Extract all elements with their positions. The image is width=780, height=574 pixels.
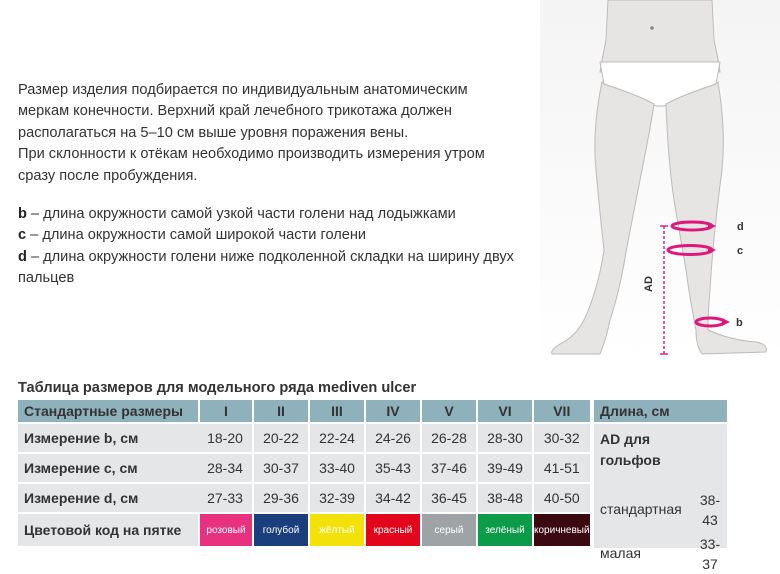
legend-text: – длина окружности голени ниже подколенной складки на ширину двух	[26, 248, 514, 265]
table-cell: 29-36	[252, 484, 308, 512]
intro-line: При склонности к отёкам необходимо производить измерения утром	[18, 146, 485, 163]
intro-line: Размер изделия подбирается по индивидуальным анатомическим	[18, 82, 468, 98]
intro-line: располагаться на 5–10 см выше уровня поражения вены.	[18, 124, 409, 141]
color-code-row	[18, 514, 590, 546]
length-panel	[594, 398, 727, 572]
color-swatch: коричневый	[532, 514, 590, 546]
label-b: b	[736, 317, 743, 329]
navel-mark	[650, 26, 654, 30]
leg-measurement-figure	[540, 0, 780, 362]
table-title: Таблица размеров для модельного ряда mediven ulcer	[18, 380, 417, 396]
table-row	[18, 454, 590, 482]
label-c: c	[737, 245, 744, 257]
color-swatch: жёлтый	[308, 514, 364, 546]
legend-text: – длина окружности самой широкой части голени	[26, 227, 367, 244]
row-label: Цветовой код на пятке	[18, 514, 198, 546]
table-cell: 40-50	[532, 484, 590, 512]
size-col-header: II	[252, 400, 308, 422]
table-cell: 24-26	[364, 424, 420, 452]
table-cell: 35-43	[364, 454, 420, 482]
intro-text	[18, 80, 548, 187]
size-header-row	[18, 400, 590, 422]
size-col-header: I	[198, 400, 252, 422]
hips-outline	[600, 0, 720, 72]
table-cell: 27-33	[198, 484, 252, 512]
intro-line: сразу после пробуждения.	[18, 167, 198, 184]
row-label: Измерение c, см	[18, 454, 198, 482]
color-swatch: розовый	[198, 514, 252, 546]
table-cell: 33-40	[308, 454, 364, 482]
table-cell: 34-42	[364, 484, 420, 512]
legend-item-d	[18, 247, 548, 268]
length-option-name: малая	[600, 545, 641, 561]
color-swatch: зелёный	[476, 514, 532, 546]
legend-letter: d	[18, 248, 27, 265]
size-col-header: VI	[476, 400, 532, 422]
color-swatch: голубой	[252, 514, 308, 546]
measurement-legend	[18, 204, 548, 290]
row-label: Измерение d, см	[18, 484, 198, 512]
size-col-header: V	[420, 400, 476, 422]
size-col-header: VII	[532, 400, 590, 422]
legend-item-c	[18, 225, 548, 246]
table-cell: 28-34	[198, 454, 252, 482]
table-cell: 32-39	[308, 484, 364, 512]
size-col-header: III	[308, 400, 364, 422]
legend-letter: b	[18, 206, 27, 222]
length-header: Длина, см	[594, 400, 727, 422]
size-header-label: Стандартные размеры	[18, 400, 198, 422]
color-swatch: серый	[420, 514, 476, 546]
table-row	[18, 484, 590, 512]
table-cell: 38-48	[476, 484, 532, 512]
length-option-name: стандартная	[600, 501, 682, 517]
table-cell: 41-51	[532, 454, 590, 482]
length-body	[594, 424, 727, 572]
size-table	[18, 398, 590, 548]
legend-text: – длина окружности самой узкой части голени над лодыжками	[26, 206, 456, 222]
table-cell: 28-30	[476, 424, 532, 452]
table-row	[18, 424, 590, 452]
length-option-value: 33-37	[699, 536, 721, 572]
legend-item-b	[18, 204, 548, 225]
table-cell: 37-46	[420, 454, 476, 482]
ad-label: AD	[643, 276, 655, 292]
color-swatch: красный	[364, 514, 420, 546]
table-cell: 30-37	[252, 454, 308, 482]
legend-tail: пальцев	[18, 270, 75, 287]
row-label: Измерение b, см	[18, 424, 198, 452]
length-ad-label: AD для гольфов	[600, 431, 661, 468]
table-cell: 18-20	[198, 424, 252, 452]
table-cell: 20-22	[252, 424, 308, 452]
table-cell: 36-45	[420, 484, 476, 512]
table-cell: 22-24	[308, 424, 364, 452]
table-cell: 30-32	[532, 424, 590, 452]
label-d: d	[737, 221, 744, 233]
table-cell: 26-28	[420, 424, 476, 452]
size-col-header: IV	[364, 400, 420, 422]
table-cell: 39-49	[476, 454, 532, 482]
legend-letter: c	[18, 227, 27, 244]
length-option-value: 38-43	[699, 492, 721, 528]
intro-line: меркам конечности. Верхний край лечебного трикотажа должен	[18, 103, 452, 120]
